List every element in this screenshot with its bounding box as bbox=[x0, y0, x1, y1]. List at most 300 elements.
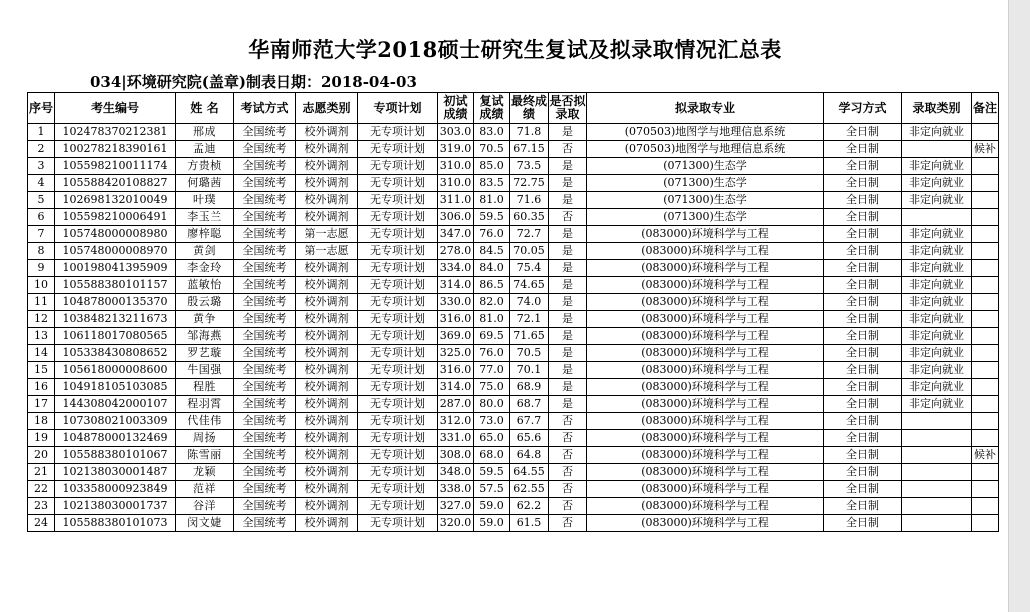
cell-name: 何璐茜 bbox=[176, 175, 234, 192]
cell-study-mode: 全日制 bbox=[824, 141, 902, 158]
cell-exam-type: 全国统考 bbox=[234, 158, 296, 175]
cell-remark bbox=[972, 328, 999, 345]
cell-initial-score: 320.0 bbox=[438, 515, 474, 532]
cell-major: (083000)环境科学与工程 bbox=[587, 447, 824, 464]
cell-initial-score: 308.0 bbox=[438, 447, 474, 464]
cell-initial-score: 316.0 bbox=[438, 311, 474, 328]
header-study-mode: 学习方式 bbox=[824, 93, 902, 124]
cell-study-mode: 全日制 bbox=[824, 447, 902, 464]
cell-exam-no: 105588380101157 bbox=[55, 277, 176, 294]
cell-exam-type: 全国统考 bbox=[234, 328, 296, 345]
cell-admit-category: 非定向就业 bbox=[902, 175, 972, 192]
cell-remark bbox=[972, 311, 999, 328]
table-row bbox=[28, 345, 999, 362]
cell-special-plan: 无专项计划 bbox=[358, 294, 438, 311]
table-row bbox=[28, 243, 999, 260]
cell-admit-category bbox=[902, 515, 972, 532]
cell-major: (083000)环境科学与工程 bbox=[587, 328, 824, 345]
cell-special-plan: 无专项计划 bbox=[358, 447, 438, 464]
cell-name: 邢成 bbox=[176, 124, 234, 141]
cell-name: 牛国强 bbox=[176, 362, 234, 379]
cell-remark bbox=[972, 158, 999, 175]
cell-study-mode: 全日制 bbox=[824, 379, 902, 396]
cell-name: 蓝敏怡 bbox=[176, 277, 234, 294]
cell-admit-category: 非定向就业 bbox=[902, 192, 972, 209]
cell-seq: 3 bbox=[28, 158, 55, 175]
cell-major: (083000)环境科学与工程 bbox=[587, 430, 824, 447]
table-row bbox=[28, 209, 999, 226]
cell-name: 方贵桢 bbox=[176, 158, 234, 175]
cell-final-score: 71.6 bbox=[510, 192, 549, 209]
cell-initial-score: 287.0 bbox=[438, 396, 474, 413]
cell-volunteer: 校外调剂 bbox=[296, 328, 358, 345]
cell-volunteer: 校外调剂 bbox=[296, 209, 358, 226]
cell-special-plan: 无专项计划 bbox=[358, 481, 438, 498]
cell-major: (071300)生态学 bbox=[587, 209, 824, 226]
cell-retest-score: 77.0 bbox=[474, 362, 510, 379]
cell-exam-type: 全国统考 bbox=[234, 413, 296, 430]
cell-retest-score: 69.5 bbox=[474, 328, 510, 345]
cell-admit-category: 非定向就业 bbox=[902, 379, 972, 396]
cell-exam-no: 102138030001737 bbox=[55, 498, 176, 515]
table-row bbox=[28, 379, 999, 396]
cell-major: (070503)地图学与地理信息系统 bbox=[587, 124, 824, 141]
table-row bbox=[28, 413, 999, 430]
cell-initial-score: 330.0 bbox=[438, 294, 474, 311]
cell-remark: 候补 bbox=[972, 447, 999, 464]
cell-volunteer: 校外调剂 bbox=[296, 498, 358, 515]
cell-study-mode: 全日制 bbox=[824, 277, 902, 294]
table-row bbox=[28, 464, 999, 481]
cell-initial-score: 338.0 bbox=[438, 481, 474, 498]
cell-major: (083000)环境科学与工程 bbox=[587, 294, 824, 311]
cell-name: 孟迪 bbox=[176, 141, 234, 158]
cell-special-plan: 无专项计划 bbox=[358, 226, 438, 243]
cell-name: 黄剑 bbox=[176, 243, 234, 260]
cell-special-plan: 无专项计划 bbox=[358, 124, 438, 141]
cell-final-score: 67.7 bbox=[510, 413, 549, 430]
cell-admit: 是 bbox=[549, 192, 587, 209]
cell-seq: 11 bbox=[28, 294, 55, 311]
cell-final-score: 74.65 bbox=[510, 277, 549, 294]
cell-exam-type: 全国统考 bbox=[234, 192, 296, 209]
cell-retest-score: 59.0 bbox=[474, 515, 510, 532]
cell-seq: 1 bbox=[28, 124, 55, 141]
cell-seq: 24 bbox=[28, 515, 55, 532]
cell-study-mode: 全日制 bbox=[824, 464, 902, 481]
cell-study-mode: 全日制 bbox=[824, 396, 902, 413]
cell-admit-category: 非定向就业 bbox=[902, 277, 972, 294]
cell-exam-no: 100198041395909 bbox=[55, 260, 176, 277]
cell-exam-type: 全国统考 bbox=[234, 226, 296, 243]
header-exam-no: 考生编号 bbox=[55, 93, 176, 124]
cell-final-score: 73.5 bbox=[510, 158, 549, 175]
cell-remark bbox=[972, 175, 999, 192]
header-special-plan: 专项计划 bbox=[358, 93, 438, 124]
cell-name: 邹海燕 bbox=[176, 328, 234, 345]
cell-seq: 22 bbox=[28, 481, 55, 498]
cell-exam-type: 全国统考 bbox=[234, 209, 296, 226]
header-name: 姓 名 bbox=[176, 93, 234, 124]
cell-initial-score: 310.0 bbox=[438, 175, 474, 192]
document-title: 华南师范大学2018硕士研究生复试及拟录取情况汇总表 bbox=[248, 37, 782, 62]
cell-exam-no: 105748000008970 bbox=[55, 243, 176, 260]
cell-exam-type: 全国统考 bbox=[234, 464, 296, 481]
cell-major: (083000)环境科学与工程 bbox=[587, 379, 824, 396]
cell-volunteer: 校外调剂 bbox=[296, 430, 358, 447]
cell-final-score: 70.05 bbox=[510, 243, 549, 260]
cell-initial-score: 316.0 bbox=[438, 362, 474, 379]
cell-admit: 否 bbox=[549, 464, 587, 481]
cell-admit-category: 非定向就业 bbox=[902, 124, 972, 141]
admission-summary-table bbox=[27, 92, 999, 532]
cell-exam-type: 全国统考 bbox=[234, 515, 296, 532]
cell-special-plan: 无专项计划 bbox=[358, 430, 438, 447]
cell-remark bbox=[972, 430, 999, 447]
cell-exam-type: 全国统考 bbox=[234, 124, 296, 141]
cell-exam-no: 104918105103085 bbox=[55, 379, 176, 396]
cell-exam-no: 106118017080565 bbox=[55, 328, 176, 345]
table-row bbox=[28, 260, 999, 277]
cell-study-mode: 全日制 bbox=[824, 158, 902, 175]
cell-exam-no: 105338430808652 bbox=[55, 345, 176, 362]
cell-admit: 是 bbox=[549, 243, 587, 260]
cell-volunteer: 校外调剂 bbox=[296, 396, 358, 413]
cell-retest-score: 73.0 bbox=[474, 413, 510, 430]
cell-volunteer: 校外调剂 bbox=[296, 192, 358, 209]
table-row bbox=[28, 311, 999, 328]
cell-exam-no: 102478370212381 bbox=[55, 124, 176, 141]
cell-retest-score: 70.5 bbox=[474, 141, 510, 158]
cell-admit-category: 非定向就业 bbox=[902, 226, 972, 243]
cell-major: (083000)环境科学与工程 bbox=[587, 260, 824, 277]
cell-volunteer: 校外调剂 bbox=[296, 413, 358, 430]
cell-admit-category: 非定向就业 bbox=[902, 158, 972, 175]
cell-major: (083000)环境科学与工程 bbox=[587, 311, 824, 328]
cell-seq: 15 bbox=[28, 362, 55, 379]
cell-final-score: 70.5 bbox=[510, 345, 549, 362]
cell-admit: 否 bbox=[549, 498, 587, 515]
cell-admit: 否 bbox=[549, 481, 587, 498]
cell-seq: 17 bbox=[28, 396, 55, 413]
cell-exam-no: 105598210006491 bbox=[55, 209, 176, 226]
cell-study-mode: 全日制 bbox=[824, 362, 902, 379]
cell-seq: 21 bbox=[28, 464, 55, 481]
document-subtitle: 034|环境研究院(盖章)制表日期：2018-04-03 bbox=[90, 73, 417, 91]
cell-special-plan: 无专项计划 bbox=[358, 464, 438, 481]
cell-volunteer: 第一志愿 bbox=[296, 243, 358, 260]
cell-volunteer: 校外调剂 bbox=[296, 515, 358, 532]
page-edge-strip bbox=[1008, 0, 1030, 612]
cell-special-plan: 无专项计划 bbox=[358, 379, 438, 396]
cell-final-score: 68.7 bbox=[510, 396, 549, 413]
cell-exam-no: 103358000923849 bbox=[55, 481, 176, 498]
cell-name: 黄争 bbox=[176, 311, 234, 328]
cell-seq: 16 bbox=[28, 379, 55, 396]
cell-special-plan: 无专项计划 bbox=[358, 175, 438, 192]
cell-exam-type: 全国统考 bbox=[234, 481, 296, 498]
cell-remark bbox=[972, 294, 999, 311]
cell-retest-score: 81.0 bbox=[474, 311, 510, 328]
cell-exam-no: 102698132010049 bbox=[55, 192, 176, 209]
cell-exam-no: 104878000132469 bbox=[55, 430, 176, 447]
cell-admit: 是 bbox=[549, 158, 587, 175]
cell-exam-no: 105748000008980 bbox=[55, 226, 176, 243]
cell-retest-score: 80.0 bbox=[474, 396, 510, 413]
cell-study-mode: 全日制 bbox=[824, 345, 902, 362]
cell-exam-type: 全国统考 bbox=[234, 311, 296, 328]
cell-admit-category bbox=[902, 481, 972, 498]
table-row bbox=[28, 277, 999, 294]
cell-initial-score: 348.0 bbox=[438, 464, 474, 481]
cell-major: (083000)环境科学与工程 bbox=[587, 243, 824, 260]
cell-admit: 是 bbox=[549, 175, 587, 192]
cell-special-plan: 无专项计划 bbox=[358, 277, 438, 294]
cell-exam-type: 全国统考 bbox=[234, 362, 296, 379]
cell-remark bbox=[972, 362, 999, 379]
cell-special-plan: 无专项计划 bbox=[358, 396, 438, 413]
cell-study-mode: 全日制 bbox=[824, 175, 902, 192]
cell-exam-type: 全国统考 bbox=[234, 175, 296, 192]
cell-seq: 10 bbox=[28, 277, 55, 294]
table-row bbox=[28, 328, 999, 345]
cell-initial-score: 311.0 bbox=[438, 192, 474, 209]
header-admit-category: 录取类别 bbox=[902, 93, 972, 124]
cell-seq: 9 bbox=[28, 260, 55, 277]
cell-exam-type: 全国统考 bbox=[234, 277, 296, 294]
cell-remark bbox=[972, 277, 999, 294]
cell-exam-no: 105598210011174 bbox=[55, 158, 176, 175]
cell-retest-score: 59.5 bbox=[474, 464, 510, 481]
cell-major: (083000)环境科学与工程 bbox=[587, 413, 824, 430]
cell-admit-category: 非定向就业 bbox=[902, 243, 972, 260]
cell-name: 龙颖 bbox=[176, 464, 234, 481]
cell-seq: 13 bbox=[28, 328, 55, 345]
cell-study-mode: 全日制 bbox=[824, 515, 902, 532]
cell-volunteer: 校外调剂 bbox=[296, 481, 358, 498]
header-seq: 序号 bbox=[28, 93, 55, 124]
table-row bbox=[28, 226, 999, 243]
cell-remark bbox=[972, 243, 999, 260]
cell-retest-score: 86.5 bbox=[474, 277, 510, 294]
cell-special-plan: 无专项计划 bbox=[358, 243, 438, 260]
cell-seq: 6 bbox=[28, 209, 55, 226]
cell-seq: 18 bbox=[28, 413, 55, 430]
cell-volunteer: 校外调剂 bbox=[296, 311, 358, 328]
cell-final-score: 64.8 bbox=[510, 447, 549, 464]
cell-name: 罗艺璇 bbox=[176, 345, 234, 362]
cell-seq: 4 bbox=[28, 175, 55, 192]
cell-retest-score: 65.0 bbox=[474, 430, 510, 447]
cell-special-plan: 无专项计划 bbox=[358, 260, 438, 277]
cell-exam-type: 全国统考 bbox=[234, 243, 296, 260]
cell-admit: 否 bbox=[549, 515, 587, 532]
cell-study-mode: 全日制 bbox=[824, 226, 902, 243]
cell-major: (083000)环境科学与工程 bbox=[587, 464, 824, 481]
header-initial-score: 初试成绩 bbox=[438, 93, 474, 124]
cell-major: (071300)生态学 bbox=[587, 192, 824, 209]
table-body bbox=[28, 124, 999, 532]
cell-name: 殷云璐 bbox=[176, 294, 234, 311]
cell-study-mode: 全日制 bbox=[824, 311, 902, 328]
cell-admit-category: 非定向就业 bbox=[902, 345, 972, 362]
table-row bbox=[28, 396, 999, 413]
cell-exam-type: 全国统考 bbox=[234, 379, 296, 396]
cell-exam-no: 100278218390161 bbox=[55, 141, 176, 158]
cell-major: (083000)环境科学与工程 bbox=[587, 515, 824, 532]
cell-study-mode: 全日制 bbox=[824, 430, 902, 447]
cell-admit-category bbox=[902, 447, 972, 464]
cell-remark bbox=[972, 515, 999, 532]
cell-study-mode: 全日制 bbox=[824, 192, 902, 209]
cell-volunteer: 校外调剂 bbox=[296, 362, 358, 379]
cell-exam-type: 全国统考 bbox=[234, 396, 296, 413]
cell-admit: 否 bbox=[549, 413, 587, 430]
cell-exam-type: 全国统考 bbox=[234, 294, 296, 311]
cell-study-mode: 全日制 bbox=[824, 209, 902, 226]
cell-name: 叶璞 bbox=[176, 192, 234, 209]
cell-special-plan: 无专项计划 bbox=[358, 413, 438, 430]
cell-retest-score: 84.5 bbox=[474, 243, 510, 260]
cell-special-plan: 无专项计划 bbox=[358, 141, 438, 158]
cell-study-mode: 全日制 bbox=[824, 328, 902, 345]
cell-admit-category: 非定向就业 bbox=[902, 328, 972, 345]
cell-major: (083000)环境科学与工程 bbox=[587, 277, 824, 294]
table-row bbox=[28, 515, 999, 532]
cell-exam-type: 全国统考 bbox=[234, 141, 296, 158]
cell-initial-score: 314.0 bbox=[438, 379, 474, 396]
cell-retest-score: 76.0 bbox=[474, 345, 510, 362]
cell-study-mode: 全日制 bbox=[824, 413, 902, 430]
cell-exam-no: 104878000135370 bbox=[55, 294, 176, 311]
cell-initial-score: 306.0 bbox=[438, 209, 474, 226]
cell-volunteer: 第一志愿 bbox=[296, 226, 358, 243]
cell-admit: 是 bbox=[549, 396, 587, 413]
cell-initial-score: 303.0 bbox=[438, 124, 474, 141]
cell-volunteer: 校外调剂 bbox=[296, 464, 358, 481]
cell-admit-category bbox=[902, 413, 972, 430]
cell-study-mode: 全日制 bbox=[824, 243, 902, 260]
cell-study-mode: 全日制 bbox=[824, 498, 902, 515]
cell-admit-category: 非定向就业 bbox=[902, 362, 972, 379]
cell-name: 程羽霄 bbox=[176, 396, 234, 413]
header-remark: 备注 bbox=[972, 93, 999, 124]
cell-special-plan: 无专项计划 bbox=[358, 345, 438, 362]
cell-volunteer: 校外调剂 bbox=[296, 277, 358, 294]
table-row bbox=[28, 141, 999, 158]
cell-volunteer: 校外调剂 bbox=[296, 447, 358, 464]
cell-remark: 候补 bbox=[972, 141, 999, 158]
cell-initial-score: 369.0 bbox=[438, 328, 474, 345]
cell-exam-no: 105588420108827 bbox=[55, 175, 176, 192]
cell-study-mode: 全日制 bbox=[824, 260, 902, 277]
cell-special-plan: 无专项计划 bbox=[358, 362, 438, 379]
cell-retest-score: 59.0 bbox=[474, 498, 510, 515]
cell-study-mode: 全日制 bbox=[824, 124, 902, 141]
cell-admit: 是 bbox=[549, 362, 587, 379]
cell-admit: 是 bbox=[549, 379, 587, 396]
cell-admit-category bbox=[902, 209, 972, 226]
cell-exam-type: 全国统考 bbox=[234, 345, 296, 362]
cell-retest-score: 84.0 bbox=[474, 260, 510, 277]
cell-name: 陈雪丽 bbox=[176, 447, 234, 464]
cell-seq: 8 bbox=[28, 243, 55, 260]
cell-remark bbox=[972, 345, 999, 362]
header-major: 拟录取专业 bbox=[587, 93, 824, 124]
cell-admit-category: 非定向就业 bbox=[902, 260, 972, 277]
cell-exam-no: 105588380101073 bbox=[55, 515, 176, 532]
cell-remark bbox=[972, 464, 999, 481]
cell-name: 程胜 bbox=[176, 379, 234, 396]
cell-initial-score: 347.0 bbox=[438, 226, 474, 243]
table-row bbox=[28, 158, 999, 175]
table-header-row bbox=[28, 93, 999, 124]
cell-final-score: 71.65 bbox=[510, 328, 549, 345]
cell-retest-score: 59.5 bbox=[474, 209, 510, 226]
cell-final-score: 67.15 bbox=[510, 141, 549, 158]
cell-remark bbox=[972, 498, 999, 515]
cell-retest-score: 83.0 bbox=[474, 124, 510, 141]
cell-final-score: 72.7 bbox=[510, 226, 549, 243]
cell-major: (071300)生态学 bbox=[587, 175, 824, 192]
cell-retest-score: 81.0 bbox=[474, 192, 510, 209]
cell-remark bbox=[972, 396, 999, 413]
cell-seq: 2 bbox=[28, 141, 55, 158]
cell-initial-score: 310.0 bbox=[438, 158, 474, 175]
header-retest-score: 复试成绩 bbox=[474, 93, 510, 124]
table-row bbox=[28, 430, 999, 447]
cell-final-score: 64.55 bbox=[510, 464, 549, 481]
cell-name: 范祥 bbox=[176, 481, 234, 498]
cell-seq: 20 bbox=[28, 447, 55, 464]
cell-initial-score: 325.0 bbox=[438, 345, 474, 362]
cell-retest-score: 83.5 bbox=[474, 175, 510, 192]
cell-seq: 5 bbox=[28, 192, 55, 209]
cell-admit: 是 bbox=[549, 124, 587, 141]
cell-name: 周扬 bbox=[176, 430, 234, 447]
cell-initial-score: 319.0 bbox=[438, 141, 474, 158]
cell-exam-no: 105618000008600 bbox=[55, 362, 176, 379]
cell-major: (083000)环境科学与工程 bbox=[587, 226, 824, 243]
cell-initial-score: 278.0 bbox=[438, 243, 474, 260]
cell-initial-score: 327.0 bbox=[438, 498, 474, 515]
cell-major: (070503)地图学与地理信息系统 bbox=[587, 141, 824, 158]
cell-final-score: 74.0 bbox=[510, 294, 549, 311]
header-final-score: 最终成绩 bbox=[510, 93, 549, 124]
cell-name: 李金玲 bbox=[176, 260, 234, 277]
cell-admit: 是 bbox=[549, 226, 587, 243]
cell-major: (071300)生态学 bbox=[587, 158, 824, 175]
cell-special-plan: 无专项计划 bbox=[358, 192, 438, 209]
cell-remark bbox=[972, 481, 999, 498]
cell-study-mode: 全日制 bbox=[824, 481, 902, 498]
cell-exam-no: 105588380101067 bbox=[55, 447, 176, 464]
cell-admit: 是 bbox=[549, 294, 587, 311]
cell-remark bbox=[972, 413, 999, 430]
cell-major: (083000)环境科学与工程 bbox=[587, 345, 824, 362]
cell-remark bbox=[972, 260, 999, 277]
cell-admit-category: 非定向就业 bbox=[902, 294, 972, 311]
cell-final-score: 75.4 bbox=[510, 260, 549, 277]
cell-initial-score: 334.0 bbox=[438, 260, 474, 277]
table-row bbox=[28, 362, 999, 379]
cell-seq: 7 bbox=[28, 226, 55, 243]
cell-initial-score: 312.0 bbox=[438, 413, 474, 430]
table-row bbox=[28, 175, 999, 192]
table-row bbox=[28, 294, 999, 311]
cell-study-mode: 全日制 bbox=[824, 294, 902, 311]
cell-major: (083000)环境科学与工程 bbox=[587, 498, 824, 515]
